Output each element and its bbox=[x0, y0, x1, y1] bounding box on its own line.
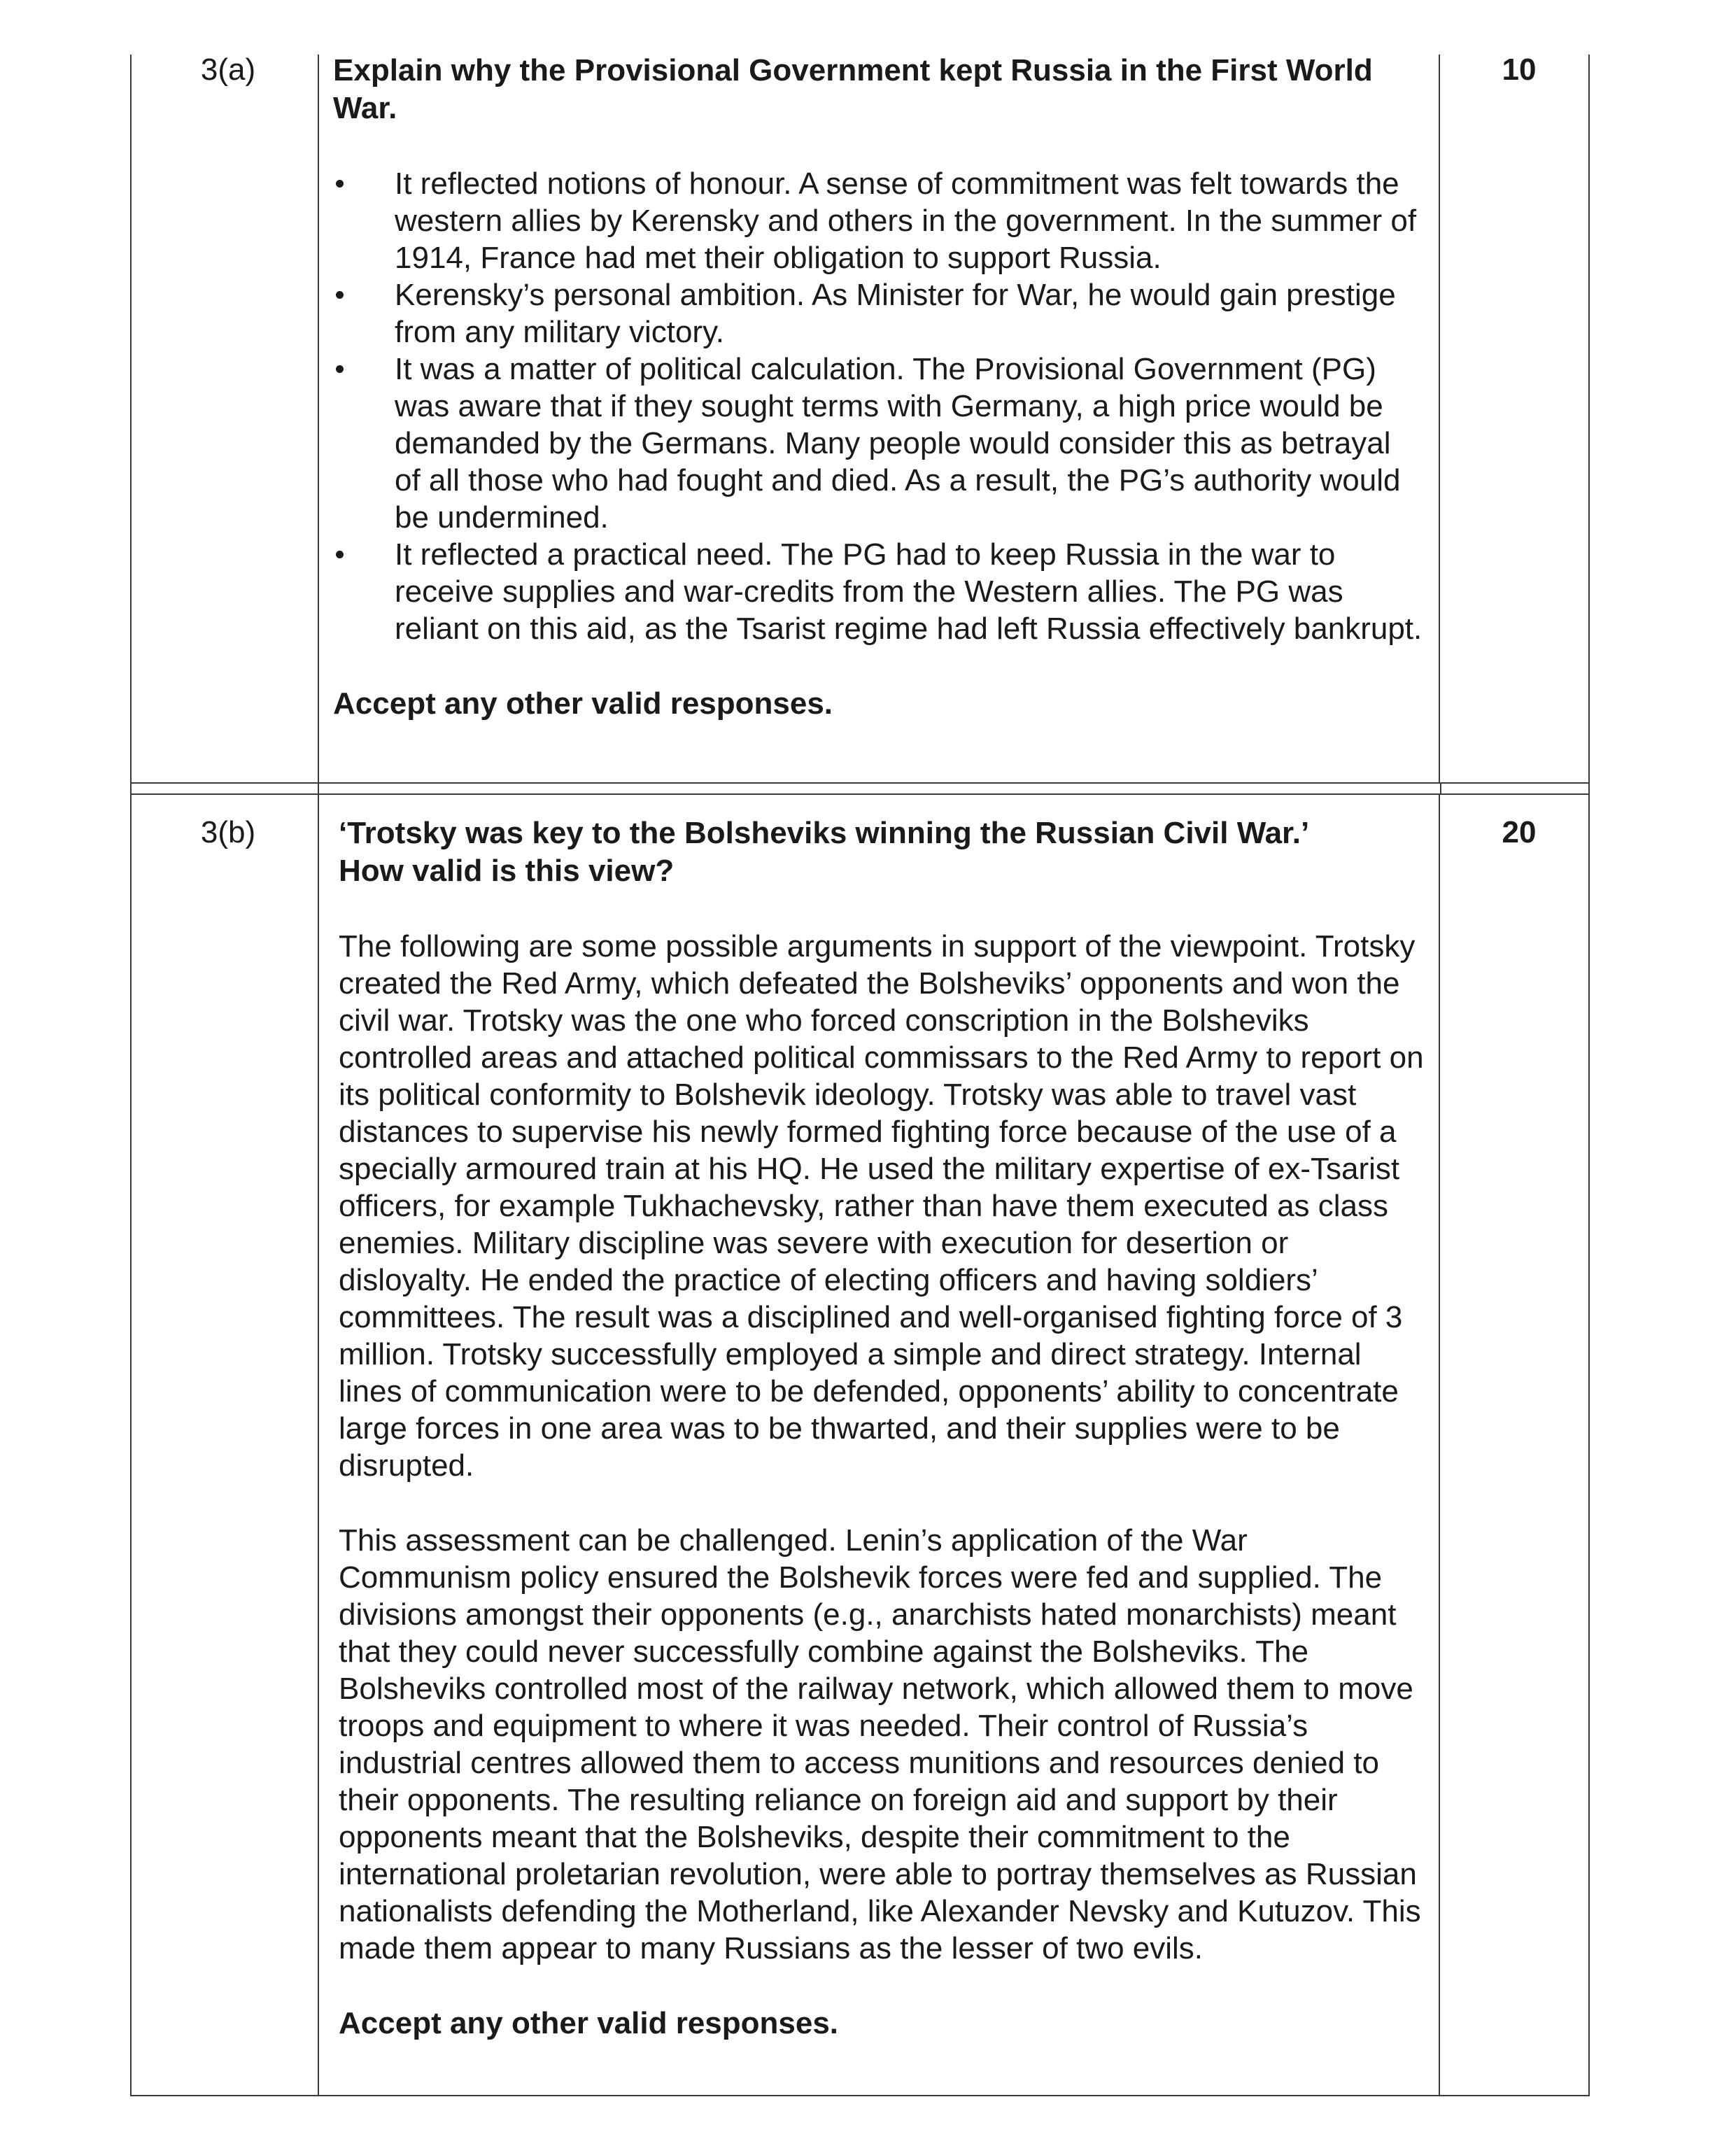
separator-divider bbox=[318, 784, 319, 793]
marks-cell bbox=[1440, 795, 1588, 2095]
bullet-icon bbox=[336, 365, 344, 373]
question-row-3b bbox=[132, 795, 1588, 2096]
bullet-text: Kerensky’s personal ambition. As Minister for War, he would gain prestige from any military victory. bbox=[395, 278, 1396, 349]
answer-bullet bbox=[333, 536, 1425, 647]
answer-bullet bbox=[333, 351, 1425, 536]
challenging-arguments-paragraph: This assessment can be challenged. Lenin’s application of the War Communism policy ensured the Bolshevik forces were fed and supplied. The divisions amongst their opponents (e.g., anarchists hated monarchists) meant that they could never successfully combine against the Bolsheviks. The Bolsheviks controlled most of the railway network, which allowed them to move troops and equipment to where it was needed. Their control of Russia’s industrial centres allowed them to access munitions and resources denied to their opponents. The resulting reliance on foreign aid and support by their opponents meant that the Bolsheviks, despite their commitment to the international proletarian revolution, were able to portray themselves as Russian nationalists defending the Motherland, like Alexander Nevsky and Kutuzov. This made them appear to many Russians as the lesser of two evils. bbox=[339, 1523, 1421, 1965]
question-number: 3(a) bbox=[200, 52, 256, 87]
answer-bullet bbox=[333, 165, 1425, 276]
separator-divider bbox=[1440, 784, 1441, 793]
marks-cell bbox=[1440, 52, 1588, 782]
question-row-3a bbox=[132, 52, 1588, 782]
question-number: 3(b) bbox=[200, 815, 256, 849]
bullet-icon bbox=[336, 291, 344, 299]
question-number-cell bbox=[132, 52, 318, 782]
question-title: Explain why the Provisional Government kept Russia in the First World War. bbox=[333, 53, 1373, 125]
mark-scheme-table bbox=[130, 52, 1590, 2096]
question-content-cell bbox=[318, 55, 1440, 782]
bullet-icon bbox=[336, 180, 344, 188]
marks-value: 20 bbox=[1502, 815, 1537, 849]
marks-value: 10 bbox=[1502, 52, 1537, 87]
question-title-line-1: ‘Trotsky was key to the Bolsheviks winning the Russian Civil War.’ bbox=[339, 816, 1310, 850]
bullet-text: It reflected notions of honour. A sense of commitment was felt towards the western allies by Kerensky and others in the government. In the summer of 1914, France had met their obligation to support Russia. bbox=[395, 167, 1417, 275]
accept-note: Accept any other valid responses. bbox=[333, 686, 833, 721]
question-number-cell bbox=[132, 795, 318, 2095]
answer-bullet-list bbox=[333, 165, 1425, 647]
answer-bullet bbox=[333, 276, 1425, 351]
bullet-icon bbox=[336, 551, 344, 558]
question-content-cell bbox=[318, 795, 1440, 2095]
bullet-text: It reflected a practical need. The PG had to keep Russia in the war to receive supplies and war-credits from the Western allies. The PG was reliant on this aid, as the Tsarist regime had left Russia effectively bankrupt. bbox=[395, 537, 1423, 646]
row-separator bbox=[132, 782, 1588, 795]
bullet-text: It was a matter of political calculation. The Provisional Government (PG) was aware that if they sought terms with Germany, a high price would be demanded by the Germans. Many people would consider this as betrayal of all those who had fought and died. As a result, the PG’s authority would be undermined. bbox=[395, 352, 1401, 535]
accept-note: Accept any other valid responses. bbox=[339, 2006, 839, 2040]
supporting-arguments-paragraph: The following are some possible arguments in support of the viewpoint. Trotsky created the Red Army, which defeated the Bolsheviks’ opponents and won the civil war. Trotsky was the one who forced conscription in the Bolsheviks controlled areas and attached political commissars to the Red Army to report on its political conformity to Bolshevik ideology. Trotsky was able to travel vast distances to supervise his newly formed fighting force because of the use of a specially armoured train at his HQ. He used the military expertise of ex-Tsarist officers, for example Tukhachevsky, rather than have them executed as class enemies. Military discipline was severe with execution for desertion or disloyalty. He ended the practice of electing officers and having soldiers’ committees. The result was a disciplined and well-organised fighting force of 3 million. Trotsky successfully employed a simple and direct strategy. Internal lines of communication were to be defended, opponents’ ability to concentrate large forces in one area was to be thwarted, and their supplies were to be disrupted. bbox=[339, 929, 1424, 1483]
question-title-line-2: How valid is this view? bbox=[339, 854, 675, 888]
